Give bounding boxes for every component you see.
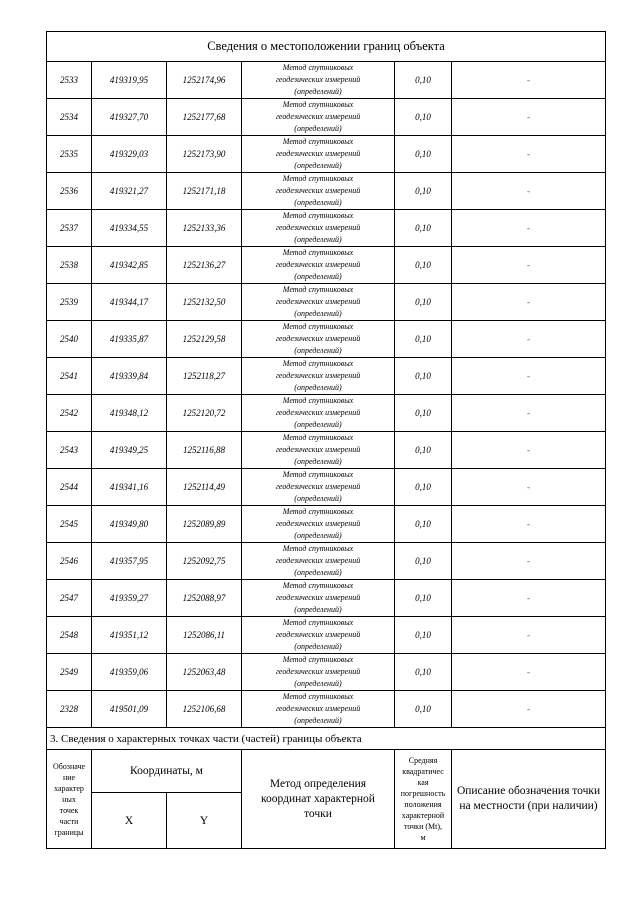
mt-value: 0,10 [395, 173, 452, 210]
coord-x: 419341,16 [92, 469, 167, 506]
description: - [452, 654, 606, 691]
method-line: геодезических измерений [275, 630, 361, 639]
method-line: (определений) [294, 457, 342, 466]
header-method-line: Метод определения [269, 777, 367, 790]
coord-x: 419335,87 [92, 321, 167, 358]
mt-value: 0,10 [395, 247, 452, 284]
mt-value: 0,10 [395, 136, 452, 173]
mt-value: 0,10 [395, 432, 452, 469]
table-row [47, 358, 606, 395]
header-mt-line: характерной [401, 811, 445, 820]
description: - [452, 432, 606, 469]
coord-y: 1252174,96 [167, 62, 242, 99]
header-method [242, 750, 395, 849]
table-row [47, 247, 606, 284]
description: - [452, 543, 606, 580]
method-line: (определений) [294, 605, 342, 614]
coord-y: 1252116,88 [167, 432, 242, 469]
mt-value: 0,10 [395, 62, 452, 99]
header-designation-line: части [59, 816, 79, 826]
mt-value: 0,10 [395, 617, 452, 654]
header-designation-line: Обозначе [52, 761, 86, 771]
header-y: Y [167, 793, 242, 849]
table-row [47, 395, 606, 432]
description: - [452, 173, 606, 210]
header-designation-line: ных [62, 794, 76, 804]
point-number: 2547 [47, 580, 92, 617]
description: - [452, 691, 606, 728]
coord-x: 419348,12 [92, 395, 167, 432]
point-number: 2535 [47, 136, 92, 173]
coord-y: 1252133,36 [167, 210, 242, 247]
coord-x: 419359,27 [92, 580, 167, 617]
mt-value: 0,10 [395, 99, 452, 136]
method-line: (определений) [294, 420, 342, 429]
description: - [452, 99, 606, 136]
method [242, 173, 395, 210]
method-line: геодезических измерений [275, 667, 361, 676]
header-mt-line: м [420, 833, 426, 842]
method-line: (определений) [294, 568, 342, 577]
mt-value: 0,10 [395, 506, 452, 543]
method-line: (определений) [294, 87, 342, 96]
coord-x: 419321,27 [92, 173, 167, 210]
method [242, 432, 395, 469]
method-line: Метод спутниковых [282, 544, 354, 553]
method-line: Метод спутниковых [282, 359, 354, 368]
table-row [47, 469, 606, 506]
method [242, 247, 395, 284]
table-row [47, 654, 606, 691]
method-line: геодезических измерений [275, 593, 361, 602]
method-line: геодезических измерений [275, 112, 361, 121]
point-number: 2545 [47, 506, 92, 543]
method-line: (определений) [294, 679, 342, 688]
coord-x: 419349,80 [92, 506, 167, 543]
method-line: (определений) [294, 272, 342, 281]
table-row [47, 432, 606, 469]
method-line: геодезических измерений [275, 408, 361, 417]
description: - [452, 395, 606, 432]
description: - [452, 469, 606, 506]
table-row [47, 173, 606, 210]
method-line: Метод спутниковых [282, 618, 354, 627]
coord-y: 1252089,89 [167, 506, 242, 543]
coord-x: 419339,84 [92, 358, 167, 395]
method [242, 395, 395, 432]
point-number: 2548 [47, 617, 92, 654]
table-row [47, 99, 606, 136]
coord-y: 1252132,50 [167, 284, 242, 321]
mt-value: 0,10 [395, 395, 452, 432]
header-mt-line: квадратичес [402, 767, 444, 776]
mt-value: 0,10 [395, 691, 452, 728]
point-number: 2546 [47, 543, 92, 580]
coord-y: 1252136,27 [167, 247, 242, 284]
header-description-line: на местности (при наличии) [459, 800, 598, 812]
method-line: (определений) [294, 531, 342, 540]
point-number: 2538 [47, 247, 92, 284]
method-line: геодезических измерений [275, 445, 361, 454]
point-number: 2549 [47, 654, 92, 691]
mt-value: 0,10 [395, 210, 452, 247]
coord-y: 1252173,90 [167, 136, 242, 173]
method [242, 284, 395, 321]
method-line: (определений) [294, 494, 342, 503]
header-designation-line: границы [54, 827, 84, 837]
coord-y: 1252063,48 [167, 654, 242, 691]
method [242, 691, 395, 728]
coord-x: 419501,09 [92, 691, 167, 728]
method-line: (определений) [294, 309, 342, 318]
coord-y: 1252114,49 [167, 469, 242, 506]
coord-x: 419359,06 [92, 654, 167, 691]
method-line: геодезических измерений [275, 556, 361, 565]
method-line: геодезических измерений [275, 334, 361, 343]
header-mt-line: кая [417, 778, 429, 787]
description: - [452, 210, 606, 247]
table-row [47, 691, 606, 728]
method-line: геодезических измерений [275, 149, 361, 158]
description: - [452, 580, 606, 617]
method-line: геодезических измерений [275, 75, 361, 84]
mt-value: 0,10 [395, 654, 452, 691]
point-number: 2540 [47, 321, 92, 358]
coord-x: 419351,12 [92, 617, 167, 654]
method [242, 543, 395, 580]
table-row [47, 136, 606, 173]
method [242, 654, 395, 691]
description: - [452, 247, 606, 284]
coord-x: 419342,85 [92, 247, 167, 284]
header-mt-line: Средняя [408, 756, 438, 765]
coord-x: 419349,25 [92, 432, 167, 469]
table-row [47, 580, 606, 617]
document [46, 31, 605, 849]
mt-value: 0,10 [395, 580, 452, 617]
method-line: (определений) [294, 124, 342, 133]
header-designation [47, 750, 92, 849]
method-line: Метод спутниковых [282, 581, 354, 590]
table-row [47, 62, 606, 99]
coord-x: 419319,95 [92, 62, 167, 99]
coord-x: 419344,17 [92, 284, 167, 321]
method-line: геодезических измерений [275, 704, 361, 713]
method [242, 580, 395, 617]
table-row [47, 617, 606, 654]
method-line: геодезических измерений [275, 186, 361, 195]
method-line: геодезических измерений [275, 223, 361, 232]
method-line: Метод спутниковых [282, 655, 354, 664]
description: - [452, 136, 606, 173]
header-designation-line: характер [54, 783, 84, 793]
point-number: 2533 [47, 62, 92, 99]
method-line: (определений) [294, 235, 342, 244]
coord-y: 1252120,72 [167, 395, 242, 432]
coord-y: 1252088,97 [167, 580, 242, 617]
description: - [452, 506, 606, 543]
method-line: Метод спутниковых [282, 211, 354, 220]
method-line: Метод спутниковых [282, 433, 354, 442]
method-line: (определений) [294, 716, 342, 725]
point-number: 2542 [47, 395, 92, 432]
header-description-line: Описание обозначения точки [456, 785, 601, 797]
method [242, 136, 395, 173]
table-title: Сведения о местоположении границ объекта [47, 32, 606, 62]
header-mt [395, 750, 452, 849]
table-row [47, 284, 606, 321]
header-coordinates: Координаты, м [92, 750, 242, 793]
header-mt-line: погрешность [400, 789, 446, 798]
method-line: геодезических измерений [275, 371, 361, 380]
coord-y: 1252092,75 [167, 543, 242, 580]
method-line: Метод спутниковых [282, 100, 354, 109]
mt-value: 0,10 [395, 284, 452, 321]
description: - [452, 284, 606, 321]
mt-value: 0,10 [395, 358, 452, 395]
method [242, 321, 395, 358]
table-row [47, 543, 606, 580]
mt-value: 0,10 [395, 469, 452, 506]
point-number: 2541 [47, 358, 92, 395]
method-line: Метод спутниковых [282, 322, 354, 331]
method-line: (определений) [294, 383, 342, 392]
method [242, 210, 395, 247]
header-mt-line: точки (Mt), [403, 822, 443, 831]
description: - [452, 321, 606, 358]
coord-x: 419357,95 [92, 543, 167, 580]
method-line: Метод спутниковых [282, 174, 354, 183]
coord-x: 419329,03 [92, 136, 167, 173]
point-number: 2328 [47, 691, 92, 728]
point-number: 2543 [47, 432, 92, 469]
point-number: 2534 [47, 99, 92, 136]
header-x: X [92, 793, 167, 849]
coord-y: 1252118,27 [167, 358, 242, 395]
method-line: геодезических измерений [275, 519, 361, 528]
table-row [47, 210, 606, 247]
coord-y: 1252177,68 [167, 99, 242, 136]
point-number: 2544 [47, 469, 92, 506]
coord-y: 1252106,68 [167, 691, 242, 728]
point-number: 2539 [47, 284, 92, 321]
header-method-line: точки [304, 807, 332, 820]
header-method-line: координат характерной [261, 792, 375, 805]
method-line: геодезических измерений [275, 297, 361, 306]
mt-value: 0,10 [395, 321, 452, 358]
coord-y: 1252086,11 [167, 617, 242, 654]
method-line: Метод спутниковых [282, 692, 354, 701]
point-number: 2537 [47, 210, 92, 247]
method-line: (определений) [294, 346, 342, 355]
table-row [47, 506, 606, 543]
header-designation-line: точек [59, 805, 79, 815]
table-row [47, 321, 606, 358]
method-line: (определений) [294, 642, 342, 651]
method [242, 62, 395, 99]
header-designation-line: ние [62, 772, 76, 782]
method-line: Метод спутниковых [282, 248, 354, 257]
coord-x: 419334,55 [92, 210, 167, 247]
boundary-table [46, 31, 606, 849]
method [242, 99, 395, 136]
method [242, 358, 395, 395]
method-line: Метод спутниковых [282, 507, 354, 516]
method [242, 506, 395, 543]
coord-x: 419327,70 [92, 99, 167, 136]
method-line: (определений) [294, 198, 342, 207]
method-line: Метод спутниковых [282, 285, 354, 294]
description: - [452, 358, 606, 395]
method [242, 617, 395, 654]
method-line: Метод спутниковых [282, 396, 354, 405]
coord-y: 1252129,58 [167, 321, 242, 358]
coord-y: 1252171,18 [167, 173, 242, 210]
method [242, 469, 395, 506]
method-line: Метод спутниковых [282, 63, 354, 72]
header-description [452, 750, 606, 849]
method-line: геодезических измерений [275, 260, 361, 269]
mt-value: 0,10 [395, 543, 452, 580]
method-line: Метод спутниковых [282, 470, 354, 479]
header-mt-line: положения [404, 800, 442, 809]
point-number: 2536 [47, 173, 92, 210]
section3-title: 3. Сведения о характерных точках части (частей) границы объекта [47, 728, 606, 750]
method-line: геодезических измерений [275, 482, 361, 491]
method-line: Метод спутниковых [282, 137, 354, 146]
method-line: (определений) [294, 161, 342, 170]
description: - [452, 617, 606, 654]
description: - [452, 62, 606, 99]
